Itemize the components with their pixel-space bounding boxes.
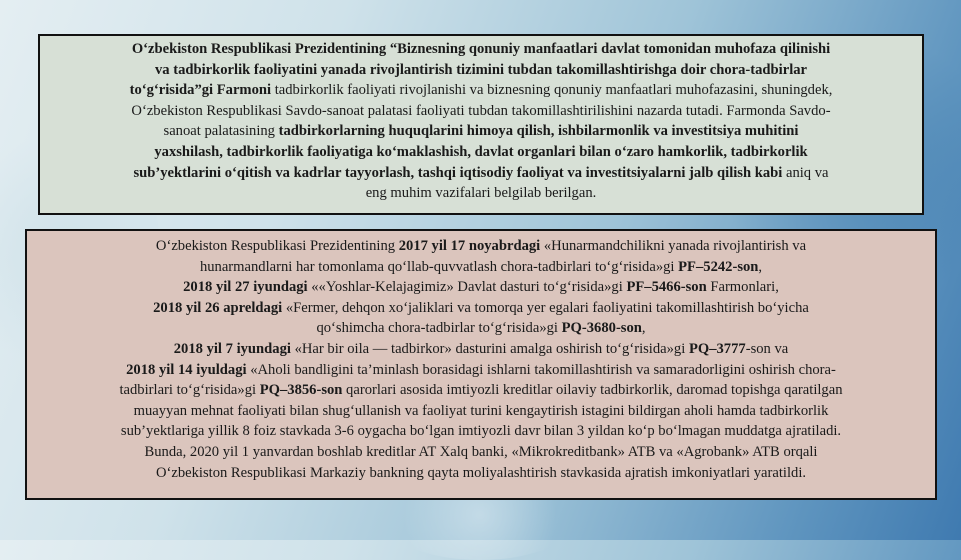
text-segment: O‘zbekiston Respublikasi Markaziy bankning qayta moliyalashtirish stavkasida ajratish imkoniyatlari yaratildi. [155, 464, 807, 481]
text-segment: , [758, 258, 763, 275]
text-segment: Bunda, 2020 yil 1 yanvardan boshlab kreditlar AT Xalq banki, «Mikrokreditbank» ATB va «Agrobank» ATB orqali [144, 443, 818, 460]
text-segment: -son va [745, 340, 789, 357]
text-segment: Farmonlari, [706, 279, 779, 296]
text-segment: aniq va [782, 164, 829, 181]
text-line [35, 463, 927, 484]
bold-text-segment: PQ–3777 [688, 340, 746, 357]
text-line [35, 380, 927, 401]
text-line [48, 142, 914, 163]
bold-text-segment: PF–5466-son [626, 279, 707, 296]
text-line [35, 339, 927, 360]
text-segment: «Har bir oila — tadbirkor» dasturini amalga oshirish to‘g‘risida»gi [290, 340, 689, 357]
text-segment: sub’yektlariga yillik 8 foiz stavkada 3-6 oygacha bo‘lgan imtiyozli davr bilan 3 yildan ko‘p bo‘lmagan muddatga ajratiladi. [120, 423, 842, 440]
text-segment: «Aholi bandligini ta’minlash borasidagi ishlarni takomillashtirish va samaradorligini oshirish chora- [246, 361, 836, 378]
text-line [48, 121, 914, 142]
bold-text-segment: O‘zbekiston Respublikasi Prezidentining “Biznesning qonuniy manfaatlari davlat tomonidan muhofaza qilinishi [131, 41, 831, 57]
text-segment: eng muhim vazifalari belgilab berilgan. [365, 185, 597, 202]
bold-text-segment: PF–5242-son [678, 258, 759, 275]
text-segment: qo‘shimcha chora-tadbirlar to‘g‘risida»gi [316, 320, 562, 337]
bold-text-segment: 2017 yil 17 noyabrdagi [398, 238, 541, 254]
text-segment: sanoat palatasining [163, 123, 279, 140]
text-line [48, 39, 914, 60]
text-segment: tadbirkorlik faoliyati rivojlanishi va biznesning qonuniy manfaatlari muhofazasini, shuningdek, [271, 82, 833, 99]
text-segment: , [641, 320, 646, 337]
text-line [35, 257, 927, 278]
text-line [48, 60, 914, 81]
text-segment: «Fermer, dehqon xo‘jaliklari va tomorqa yer egalari faoliyatini takomillashtirish bo‘yicha [282, 299, 809, 316]
text-line [35, 442, 927, 463]
bold-text-segment: tadbirkorlarning huquqlarini himoya qilish, ishbilarmonlik va investitsiya muhitini [278, 123, 799, 140]
bold-text-segment: sub’yektlarini o‘qitish va kadrlar tayyorlash, tashqi iqtisodiy faoliyat va investitsiyalarni jalb qilish kabi [133, 164, 783, 181]
text-line [35, 298, 927, 319]
bold-text-segment: to‘g‘risida”gi Farmoni [129, 82, 272, 99]
text-line [48, 183, 914, 204]
bold-text-segment: 2018 yil 26 apreldagi [153, 299, 283, 316]
text-line [48, 163, 914, 184]
text-segment: ««Yoshlar-Kelajagimiz» Davlat dasturi to‘g‘risida»gi [307, 279, 627, 296]
text-line [48, 101, 914, 122]
text-segment: qarorlari asosida imtiyozli kreditlar oilaviy tadbirkorlik, daromad topishga qaratilgan [342, 382, 843, 399]
text-line [35, 421, 927, 442]
text-segment: muayyan mehnat faoliyati bilan shug‘ullanish va faoliyat turini kengaytirish istagini bildirgan aholi hamda tadbirkorlik [133, 402, 829, 419]
text-line [35, 236, 927, 257]
text-line [48, 80, 914, 101]
bold-text-segment: 2018 yil 27 iyundagi [183, 279, 308, 296]
text-segment: tadbirlari to‘g‘risida»gi [119, 382, 260, 399]
text-segment: «Hunarmandchilikni yanada rivojlantirish va [540, 238, 807, 254]
presidential-decree-summary-box [38, 34, 924, 215]
text-line [35, 401, 927, 422]
bold-text-segment: yaxshilash, tadbirkorlik faoliyatiga ko‘maklashish, davlat organlari bilan o‘zaro hamkorlik, tadbirkorlik [154, 143, 808, 160]
text-line [35, 318, 927, 339]
text-segment: O‘zbekiston Respublikasi Savdo-sanoat palatasi faoliyati tubdan takomillashtirilishini nazarda tutadi. Farmonda Savdo- [131, 102, 831, 119]
text-segment: hunarmandlarni har tomonlama qo‘llab-quvvatlash chora-tadbirlari to‘g‘risida»gi [199, 258, 679, 275]
bold-text-segment: PQ–3856-son [259, 382, 343, 399]
bold-text-segment: 2018 yil 7 iyundagi [173, 340, 291, 357]
text-line [35, 360, 927, 381]
bold-text-segment: va tadbirkorlik faoliyatini yanada rivojlantirish tizimini tubdan takomillashtirishga doir chora-tadbirlar [154, 61, 808, 78]
bold-text-segment: 2018 yil 14 iyuldagi [126, 361, 247, 378]
text-line [35, 277, 927, 298]
resolutions-list-box [25, 229, 937, 500]
text-segment: O‘zbekiston Respublikasi Prezidentining [155, 238, 399, 254]
bold-text-segment: PQ-3680-son [561, 320, 642, 337]
